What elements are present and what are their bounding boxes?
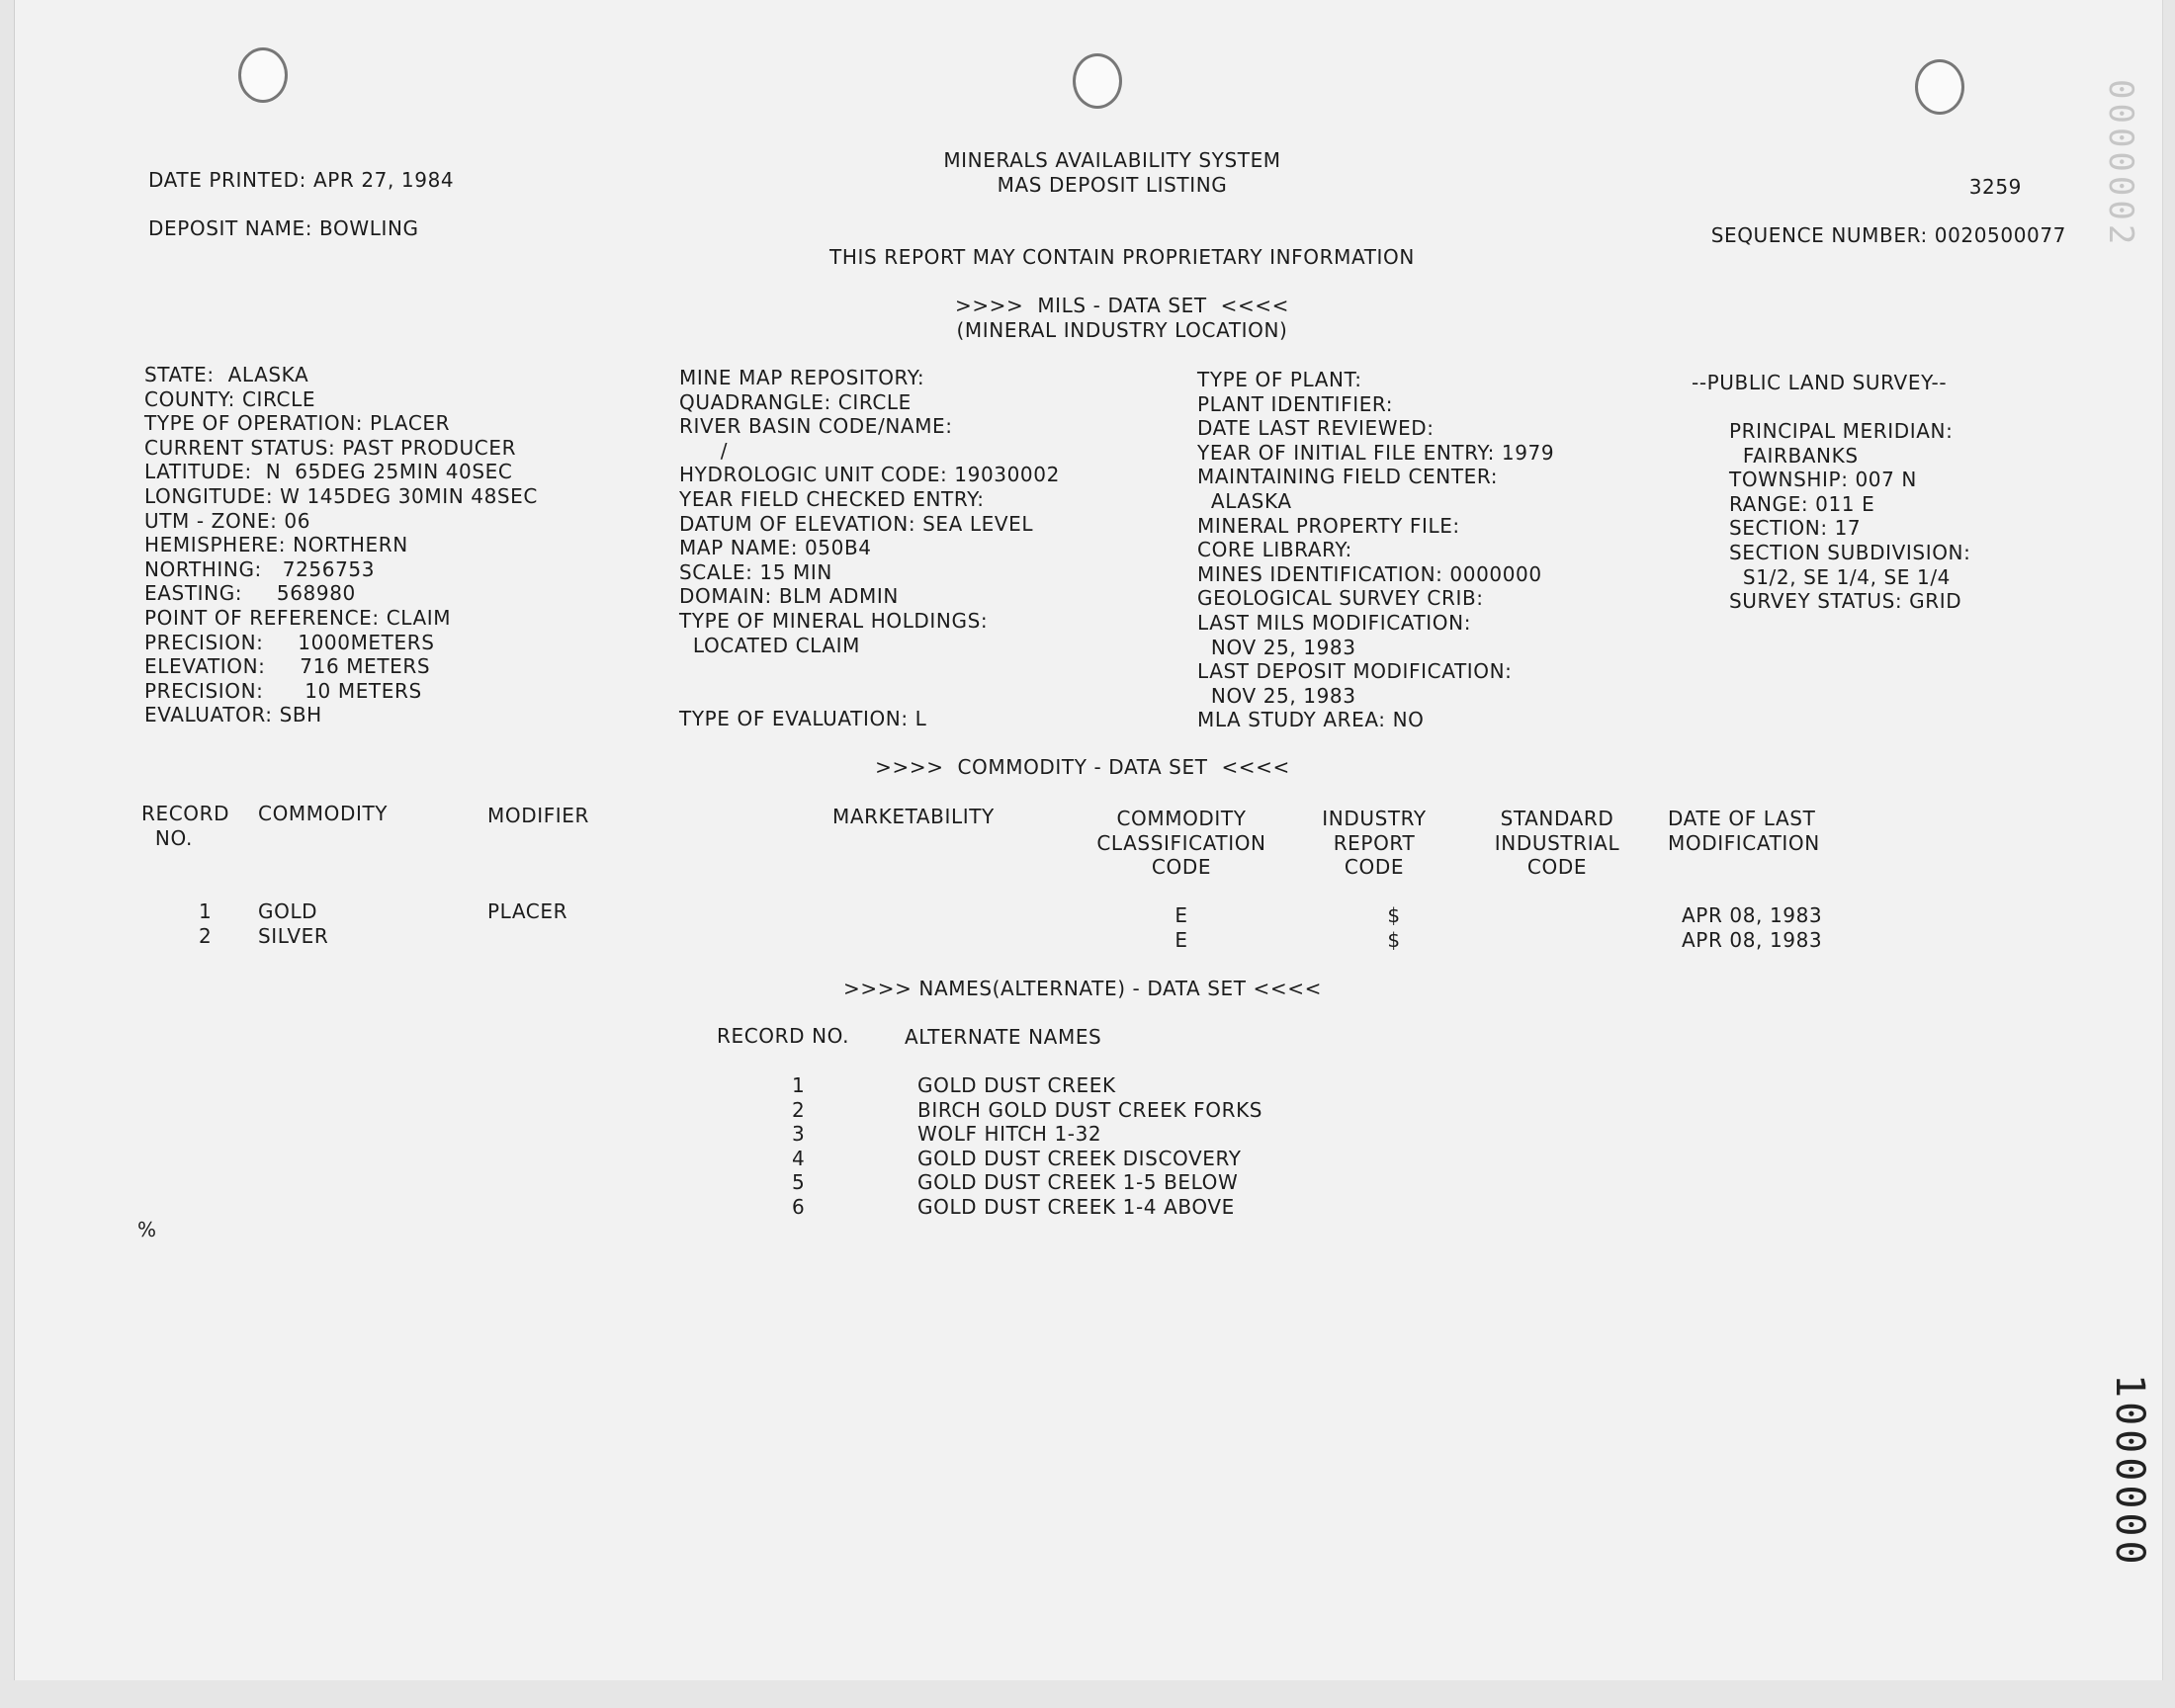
commodity-modification-date: APR 08, 1983: [1682, 903, 1823, 927]
col-header-commodity: COMMODITY: [258, 802, 389, 825]
mils-field-line: SECTION: 17: [1729, 516, 1862, 541]
mils-field-line: MAINTAINING FIELD CENTER:: [1197, 465, 1499, 489]
commodity-industry-code: $: [1387, 903, 1401, 927]
commodity-modification-date: APR 08, 1983: [1682, 927, 1823, 952]
footer-mark: %: [137, 1218, 157, 1241]
mils-field-line: TOWNSHIP: 007 N: [1729, 468, 1917, 492]
mils-field-line: HYDROLOGIC UNIT CODE: 19030002: [679, 463, 1060, 487]
alternate-name-record-no: 3: [792, 1122, 806, 1147]
mils-field-line: SURVEY STATUS: GRID: [1729, 589, 1962, 614]
type-of-evaluation: TYPE OF EVALUATION: L: [679, 707, 927, 730]
binder-hole-center: [1073, 53, 1122, 109]
commodity-record-no: 1: [199, 899, 213, 923]
mils-field-line: SECTION SUBDIVISION:: [1729, 541, 1971, 564]
mils-field-line: RANGE: 011 E: [1729, 491, 1875, 516]
col-header-date: DATE OF LAST MODIFICATION: [1668, 807, 1820, 855]
mils-field-line: LATITUDE: N 65DEG 25MIN 40SEC: [144, 460, 513, 484]
mils-field-line: DOMAIN: BLM ADMIN: [679, 584, 899, 609]
mils-field-line: ALASKA: [1197, 489, 1292, 513]
mils-field-line: MAP NAME: 050B4: [679, 536, 872, 560]
mils-field-line: UTM - ZONE: 06: [144, 508, 311, 533]
mils-field-line: TYPE OF PLANT:: [1197, 368, 1362, 391]
mils-field-line: MINE MAP REPOSITORY:: [679, 366, 925, 389]
alternate-name: GOLD DUST CREEK 1-5 BELOW: [917, 1170, 1239, 1195]
alternate-name-record-no: 2: [792, 1097, 806, 1122]
mils-field-line: COUNTY: CIRCLE: [144, 386, 316, 411]
col-header-modifier: MODIFIER: [487, 804, 590, 827]
names-header-record: RECORD NO.: [717, 1024, 850, 1048]
alternate-name: GOLD DUST CREEK 1-4 ABOVE: [917, 1195, 1235, 1219]
alternate-name-record-no: 6: [792, 1195, 806, 1219]
bottom-right-stamp: 1000000: [2107, 1374, 2152, 1569]
col-header-record: RECORD NO.: [141, 802, 230, 850]
mils-field-line: TYPE OF MINERAL HOLDINGS:: [679, 609, 989, 633]
mils-field-line: PRINCIPAL MERIDIAN:: [1729, 419, 1954, 443]
mils-field-line: YEAR FIELD CHECKED ENTRY:: [679, 487, 985, 511]
date-printed: DATE PRINTED: APR 27, 1984: [148, 168, 455, 192]
mils-field-line: NOV 25, 1983: [1197, 683, 1356, 708]
alternate-name: BIRCH GOLD DUST CREEK FORKS: [917, 1097, 1263, 1122]
mils-field-line: PRECISION: 1000METERS: [144, 630, 435, 654]
deposit-name: DEPOSIT NAME: BOWLING: [148, 216, 419, 240]
mils-field-line: /: [679, 438, 729, 463]
commodity-classification-code: E: [1174, 927, 1188, 952]
mils-field-line: S1/2, SE 1/4, SE 1/4: [1729, 564, 1951, 589]
mils-field-line: GEOLOGICAL SURVEY CRIB:: [1197, 586, 1484, 611]
mils-field-line: QUADRANGLE: CIRCLE: [679, 389, 912, 414]
alternate-name-record-no: 5: [792, 1170, 806, 1195]
mils-field-line: ELEVATION: 716 METERS: [144, 654, 431, 679]
mils-field-line: STATE: ALASKA: [144, 363, 309, 386]
names-heading: >>>> NAMES(ALTERNATE) - DATA SET <<<<: [843, 977, 1322, 1000]
alternate-name-record-no: 4: [792, 1146, 806, 1170]
mils-field-line: NORTHING: 7256753: [144, 556, 376, 581]
mils-field-line: EVALUATOR: SBH: [144, 703, 322, 727]
col-header-industry: INDUSTRY REPORT CODE: [1322, 807, 1427, 880]
mils-field-line: EASTING: 568980: [144, 581, 356, 606]
mils-field-line: CORE LIBRARY:: [1197, 538, 1352, 562]
col-header-classification: COMMODITY CLASSIFICATION CODE: [1096, 807, 1266, 880]
commodity-modifier: PLACER: [487, 899, 568, 923]
mils-field-line: SCALE: 15 MIN: [679, 559, 832, 584]
mils-field-line: DATE LAST REVIEWED:: [1197, 416, 1435, 441]
commodity-name: GOLD: [258, 899, 318, 923]
mils-field-line: LONGITUDE: W 145DEG 30MIN 48SEC: [144, 484, 538, 508]
alternate-name: GOLD DUST CREEK DISCOVERY: [917, 1146, 1242, 1170]
mils-field-line: NOV 25, 1983: [1197, 635, 1356, 659]
mils-field-line: FAIRBANKS: [1729, 443, 1859, 468]
mils-field-line: PRECISION: 10 METERS: [144, 678, 422, 703]
sequence-number: SEQUENCE NUMBER: 0020500077: [1710, 223, 2066, 247]
mils-field-line: PLANT IDENTIFIER:: [1197, 391, 1394, 416]
mils-subheading: (MINERAL INDUSTRY LOCATION): [956, 318, 1288, 342]
mils-heading: >>>> MILS - DATA SET <<<<: [954, 294, 1290, 317]
mils-field-line: MINERAL PROPERTY FILE:: [1197, 513, 1460, 538]
binder-hole-left: [238, 47, 288, 103]
mils-field-line: CURRENT STATUS: PAST PRODUCER: [144, 435, 517, 460]
mils-field-line: LAST MILS MODIFICATION:: [1197, 611, 1472, 635]
commodity-record-no: 2: [199, 923, 213, 948]
page-number: 3259: [1968, 175, 2022, 199]
commodity-classification-code: E: [1174, 903, 1188, 927]
mils-field-line: POINT OF REFERENCE: CLAIM: [144, 606, 452, 630]
col-header-standard: STANDARD INDUSTRIAL CODE: [1494, 807, 1620, 880]
alternate-name-record-no: 1: [792, 1073, 806, 1097]
listing-title: MAS DEPOSIT LISTING: [997, 173, 1228, 197]
mils-field-line: MLA STUDY AREA: NO: [1197, 708, 1425, 732]
alternate-name: GOLD DUST CREEK: [917, 1073, 1116, 1097]
document-page: [14, 0, 2163, 1680]
alternate-name: WOLF HITCH 1-32: [917, 1122, 1102, 1147]
mils-field-line: RIVER BASIN CODE/NAME:: [679, 414, 953, 439]
commodity-name: SILVER: [258, 923, 329, 948]
commodity-industry-code: $: [1387, 927, 1401, 952]
system-title: MINERALS AVAILABILITY SYSTEM: [943, 148, 1281, 172]
col-header-marketability: MARKETABILITY: [832, 805, 995, 828]
mils-field-line: HEMISPHERE: NORTHERN: [144, 533, 408, 557]
proprietary-notice: THIS REPORT MAY CONTAIN PROPRIETARY INFORMATION: [829, 245, 1415, 269]
names-header-alternate: ALTERNATE NAMES: [905, 1025, 1102, 1049]
mils-field-line: TYPE OF OPERATION: PLACER: [144, 411, 451, 436]
mils-field-line: MINES IDENTIFICATION: 0000000: [1197, 561, 1542, 586]
binder-hole-right: [1915, 59, 1964, 115]
public-land-survey-title: --PUBLIC LAND SURVEY--: [1692, 371, 1948, 394]
top-right-faint-stamp: 0000002: [2101, 79, 2140, 249]
mils-field-line: YEAR OF INITIAL FILE ENTRY: 1979: [1197, 440, 1555, 465]
mils-field-line: DATUM OF ELEVATION: SEA LEVEL: [679, 511, 1034, 536]
mils-field-line: LAST DEPOSIT MODIFICATION:: [1197, 659, 1513, 684]
mils-field-line: LOCATED CLAIM: [679, 633, 860, 657]
commodity-heading: >>>> COMMODITY - DATA SET <<<<: [875, 755, 1290, 779]
